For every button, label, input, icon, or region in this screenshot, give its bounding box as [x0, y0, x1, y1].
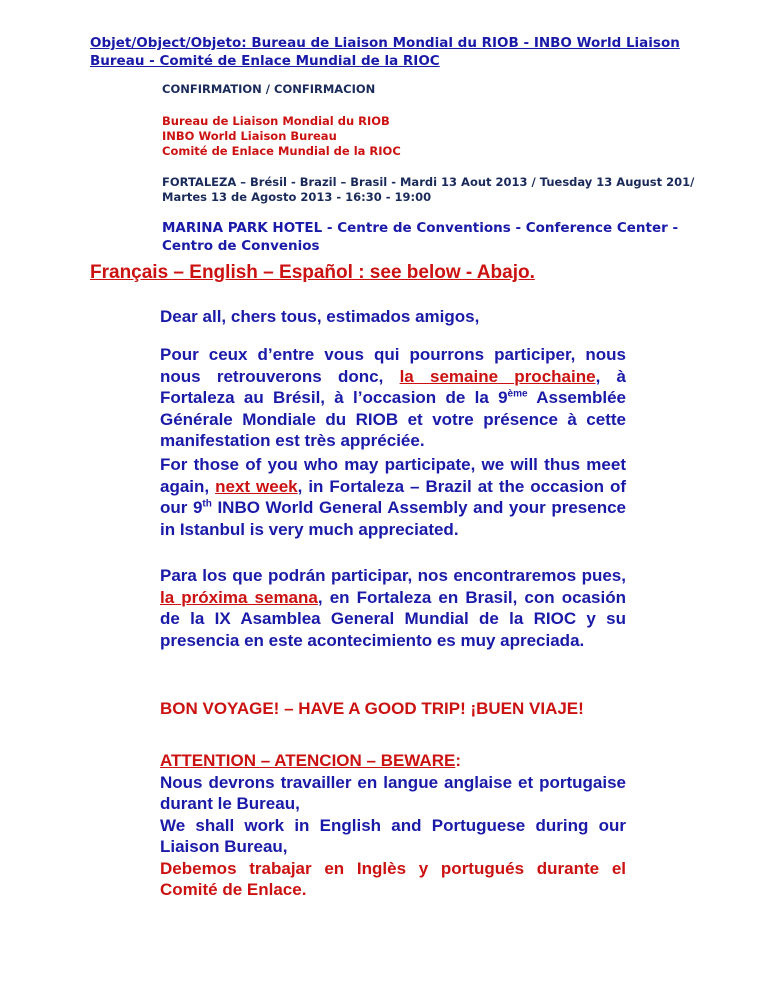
bureau-names — [162, 114, 401, 159]
para-fr-highlight: la semaine prochaine — [399, 366, 596, 386]
venue-date-line: FORTALEZA – Brésil - Brazil – Brasil - Mardi 13 Aout 2013 / Tuesday 13 August 201/ Martes 13 de Agosto 2013 - 16:30 - 19:00 — [162, 175, 695, 204]
para-es-highlight: la próxima semana — [160, 587, 318, 607]
para-en-sup: th — [202, 498, 212, 510]
hotel-line: MARINA PARK HOTEL - Centre de Conventions - Conference Center - Centro de Convenios — [162, 220, 679, 254]
bureau-name-es: Comité de Enlace Mundial de la RIOC — [162, 144, 401, 158]
para-en-middle: , in Fortaleza – Brazil at the occasion of our 9 — [160, 476, 627, 517]
paragraph-french — [160, 344, 626, 452]
para-es-before: Para los que podrán participar, nos encontraremos pues, — [160, 566, 626, 585]
attention-block — [160, 750, 626, 901]
bureau-name-en: INBO World Liaison Bureau — [162, 129, 337, 143]
attention-heading-line — [160, 750, 626, 772]
subject-line: Objet/Object/Objeto: Bureau de Liaison Mondial du RIOB - INBO World Liaison Bureau - Comité de Enlace Mundial de la RIOC — [90, 35, 680, 69]
para-es-after: , en Fortaleza en Brasil, con ocasión de la IX Asamblea General Mundial de la RIOC y su presencia en este acontecimiento es muy apreciada. — [160, 587, 626, 650]
para-fr-before: Pour ceux d’entre vous qui pourrons participer, nous nous retrouverons donc, — [160, 345, 626, 386]
para-fr-after: Assemblée Générale Mondiale du RIOB et votre présence à cette manifestation est très appréciée. — [160, 388, 626, 450]
greeting: Dear all, chers tous, estimados amigos, — [160, 307, 480, 326]
bureau-name-fr: Bureau de Liaison Mondial du RIOB — [162, 114, 390, 128]
attention-fr: Nous devrons travailler en langue anglaise et portugaise durant le Bureau, — [160, 772, 626, 813]
paragraph-english — [160, 454, 626, 540]
para-fr-sup: ème — [507, 388, 528, 400]
confirmation-label: CONFIRMATION / CONFIRMACION — [162, 82, 376, 96]
bon-voyage-line: BON VOYAGE! – HAVE A GOOD TRIP! ¡BUEN VIAJE! — [160, 699, 584, 718]
paragraph-spanish — [160, 565, 626, 651]
attention-es: Debemos trabajar en Inglès y portugués durante el Comité de Enlace. — [160, 858, 626, 899]
para-en-highlight: next week — [215, 476, 298, 496]
para-fr-middle: , à Fortaleza au Brésil, à l’occasion de la 9 — [160, 366, 626, 407]
para-en-before: For those of you who may participate, we will thus meet again, — [160, 455, 626, 496]
attention-colon: : — [455, 751, 461, 770]
attention-heading: ATTENTION – ATENCION – BEWARE — [160, 751, 456, 770]
attention-en: We shall work in English and Portuguese during our Liaison Bureau, — [160, 815, 626, 856]
languages-heading: Français – English – Español : see below - Abajo. — [90, 262, 535, 283]
para-en-after: INBO World General Assembly and your presence in Istanbul is very much appreciated. — [160, 498, 627, 539]
